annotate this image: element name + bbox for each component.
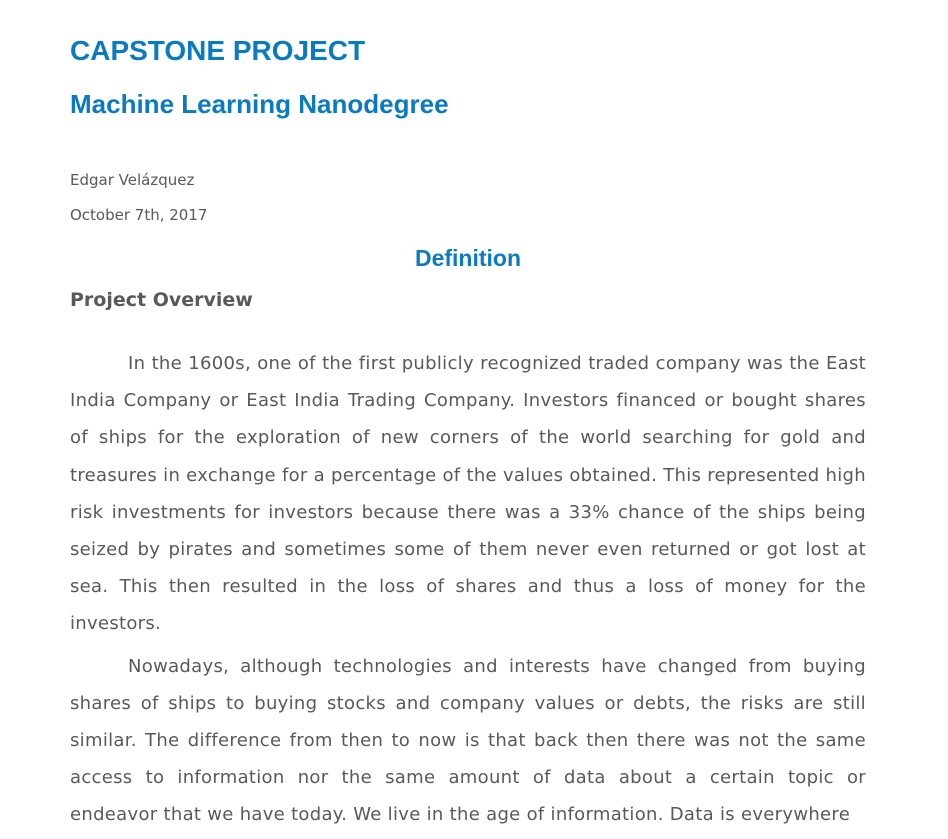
document-date: October 7th, 2017 — [70, 206, 208, 224]
body-paragraph: Nowadays, although technologies and interests have changed from buying shares of ships to buying stocks and company values or debts, the risks are still similar. The difference from then to now is that back then there was not the same access to information nor the same amount of data about a certain topic or endeavor that we have today. We live in the age of information. Data is everywhere — [70, 655, 866, 826]
body-paragraph: In the 1600s, one of the first publicly recognized traded company was the East India Company or East India Trading Company. Investors financed or bought shares of ships for the exploration of new corners of the world searching for gold and treasures in exchange for a percentage of the values obtained. This represented high risk investments for investors because there was a 33% chance of the ships being seized by pirates and sometimes some of them never even returned or got lost at sea. This then resulted in the loss of shares and thus a loss of money for the investors. — [70, 353, 866, 635]
subsection-heading-project-overview: Project Overview — [70, 289, 253, 311]
document-body — [70, 345, 866, 839]
document-title: CAPSTONE PROJECT — [70, 35, 366, 66]
author-name: Edgar Velázquez — [70, 171, 195, 189]
document-subtitle: Machine Learning Nanodegree — [70, 89, 449, 119]
section-heading-definition: Definition — [414, 245, 522, 271]
